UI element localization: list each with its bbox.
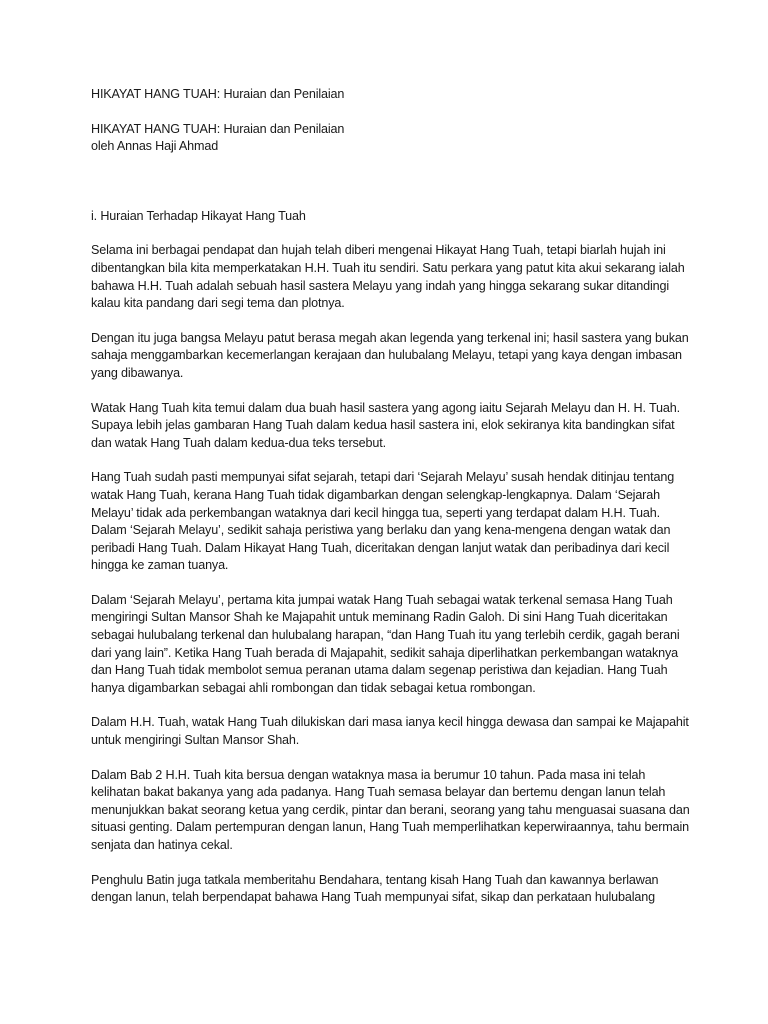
paragraph: Penghulu Batin juga tatkala memberitahu Bendahara, tentang kisah Hang Tuah dan kawannya berlawan dengan lanun, telah berpendapat bahawa Hang Tuah mempunyai sifat, sikap dan perkataan hulubalang <box>91 872 659 905</box>
document-heading: HIKAYAT HANG TUAH: Huraian dan Penilaian <box>91 87 345 101</box>
paragraph: Dengan itu juga bangsa Melayu patut berasa megah akan legenda yang terkenal ini; hasil sastera yang bukan sahaja menggambarkan kecemerlangan kerajaan dan hulubalang Melayu, tetapi yang kaya dengan imbasan yang dibawanya. <box>91 330 689 380</box>
document-body <box>91 86 691 924</box>
document-author: oleh Annas Haji Ahmad <box>91 139 219 154</box>
paragraph: Dalam Bab 2 H.H. Tuah kita bersua dengan wataknya masa ia berumur 10 tahun. Pada masa ini telah kelihatan bakat bakanya yang ada padanya. Hang Tuah semasa belayar dan bertemu dengan lanun telah menunjukkan bakat seorang ketua yang cerdik, pintar dan berani, seorang yang tahu menguasai suasana dan situasi genting. Dalam pertempuran dengan lanun, Hang Tuah memperlihatkan keperwiraannya, tahu bermain senjata dan hatinya cekal. <box>91 767 690 852</box>
paragraph: Hang Tuah sudah pasti mempunyai sifat sejarah, tetapi dari ‘Sejarah Melayu’ susah hendak ditinjau tentang watak Hang Tuah, kerana Hang Tuah tidak digambarkan dengan selengkap-lengkapnya. Dalam ‘Sejarah Melayu’ tidak ada perkembangan wataknya dari kecil hingga tua, seperti yang terdapat dalam H.H. Tuah. Dalam ‘Sejarah Melayu’, sedikit sahaja peristiwa yang berlaku dan yang kena-mengena dengan watak dan peribadi Hang Tuah. Dalam Hikayat Hang Tuah, diceritakan dengan lanjut watak dan peribadinya dari kecil hingga ke zaman tuanya. <box>91 470 675 573</box>
paragraph: Selama ini berbagai pendapat dan hujah telah diberi mengenai Hikayat Hang Tuah, tetapi biarlah hujah ini dibentangkan bila kita memperkatakan H.H. Tuah itu sendiri. Satu perkara yang patut kita akui sekarang ialah bahawa H.H. Tuah adalah sebuah hasil sastera Melayu yang indah yang hingga sekarang sukar ditandingi kalau kita pandang dari segi tema dan plotnya. <box>91 243 685 311</box>
paragraph: Watak Hang Tuah kita temui dalam dua buah hasil sastera yang agong iaitu Sejarah Melayu dan H. H. Tuah. Supaya lebih jelas gambaran Hang Tuah dalam kedua hasil sastera ini, elok sekiranya kita bandingkan sifat dan watak Hang Tuah dalam kedua-dua teks tersebut. <box>91 400 680 450</box>
title-author-block <box>91 121 691 156</box>
document-title: HIKAYAT HANG TUAH: Huraian dan Penilaian <box>91 121 345 136</box>
section-heading: i. Huraian Terhadap Hikayat Hang Tuah <box>91 208 306 223</box>
paragraph: Dalam ‘Sejarah Melayu’, pertama kita jumpai watak Hang Tuah sebagai watak terkenal semasa Hang Tuah mengiringi Sultan Mansor Shah ke Majapahit untuk meminang Radin Galoh. Di sini Hang Tuah diceritakan sebagai hulubalang terkenal dan hulubalang harapan, “dan Hang Tuah itu yang terlebih cerdik, gagah berani dari yang lain”. Ketika Hang Tuah berada di Majapahit, sedikit sahaja diperlihatkan perkembangan wataknya dan Hang Tuah tidak membolot semua peranan utama dalam segenap peristiwa dan kejadian. Hang Tuah hanya digambarkan sebagai ahli rombongan dan tidak sebagai ketua rombongan. <box>91 592 680 695</box>
paragraph: Dalam H.H. Tuah, watak Hang Tuah dilukiskan dari masa ianya kecil hingga dewasa dan sampai ke Majapahit untuk mengiringi Sultan Mansor Shah. <box>91 715 689 748</box>
